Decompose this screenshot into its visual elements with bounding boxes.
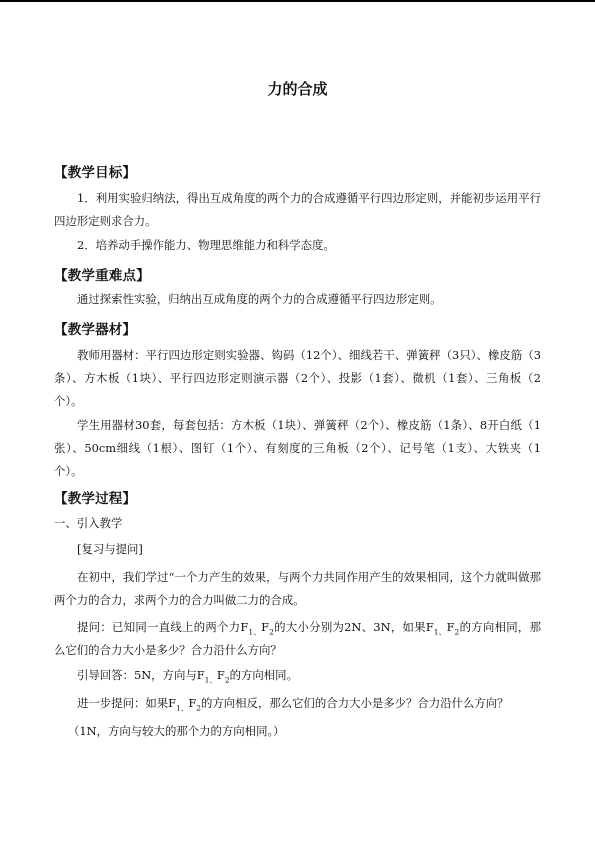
question-1-part-d: F — [446, 620, 455, 634]
key-points-paragraph: 通过探索性实验，归纳出互成角度的两个力的合成遵循平行四边形定则。 — [77, 292, 442, 306]
subscript-1: 1、 — [204, 675, 217, 685]
question-2-part-a: 进一步提问：如果F — [77, 696, 177, 710]
subscript-1: 1、 — [248, 627, 262, 637]
question-1-part-a: 提问：已知同一直线上的两个力F — [77, 620, 249, 634]
heading-process: 【教学过程】 — [54, 491, 137, 507]
subscript-2: 2 — [269, 627, 274, 637]
answer-1-part-b: F — [216, 668, 225, 682]
question-2-part-c: 的方向相反，那么它们的合力大小是多少？合力沿什么方向？ — [201, 696, 509, 710]
answer-1-part-c: 的方向相同。 — [229, 668, 298, 682]
intro-paragraph: 在初中，我们学过“一个力产生的效果，与两个力共同作用产生的效果相同，这个力就叫做那两个力的合力，求两个力的合力叫做二力的合成。 — [54, 570, 541, 607]
page-title: 力的合成 — [267, 80, 328, 98]
equipment-student-paragraph: 学生用器材30套，每套包括：方木板（1块）、弹簧秤（2个）、橡皮筋（1条）、8开白纸（1张）、50cm细线（1根）、图钉（1个）、有刻度的三角板（2个）、记号笔（1支）、大铁夹（1个）。 — [54, 418, 541, 478]
subscript-1: 1、 — [176, 703, 189, 713]
answer-1-part-a: 引导回答：5N，方向与F — [77, 668, 205, 682]
question-2-part-b: F — [188, 696, 197, 710]
equipment-teacher-paragraph: 教师用器材：平行四边形定则实验器、钩码（12个）、细线若干、弹簧秤（3只）、橡皮筋（3条）、方木板（1块）、平行四边形定则演示器（2个）、投影（1套）、微机（1套）、三角板（2个）。 — [54, 348, 541, 408]
review-label: [复习与提问] — [77, 542, 143, 556]
subscript-2: 2 — [224, 675, 230, 685]
question-2 — [54, 692, 541, 715]
top-border-line — [0, 0, 595, 2]
subscript-2: 2 — [196, 703, 201, 713]
goals-paragraph-2: 2．培养动手操作能力、物理思维能力和科学态度。 — [77, 238, 335, 252]
question-1-part-c: 的大小分别为2N、3N，如果F — [273, 620, 434, 634]
heading-goals: 【教学目标】 — [54, 165, 137, 181]
question-1 — [54, 616, 541, 662]
subscript-1: 1、 — [433, 627, 447, 637]
question-1-part-b: F — [261, 620, 270, 634]
answer-2: （1N，方向与较大的那个力的方向相同。） — [68, 724, 285, 738]
goals-paragraph-1: 1．利用实验归纳法，得出互成角度的两个力的合成遵循平行四边形定则，并能初步运用平行四边形定则求合力。 — [54, 191, 541, 228]
answer-1 — [54, 664, 541, 687]
heading-equipment: 【教学器材】 — [54, 322, 137, 338]
process-step-1: 一、引入教学 — [54, 516, 123, 530]
subscript-2: 2 — [454, 627, 460, 637]
question-1-part-e: 的方向相同，那么它们的合力大小是多少？合力沿什么方向？ — [54, 620, 541, 657]
heading-key-points: 【教学重难点】 — [54, 268, 150, 284]
